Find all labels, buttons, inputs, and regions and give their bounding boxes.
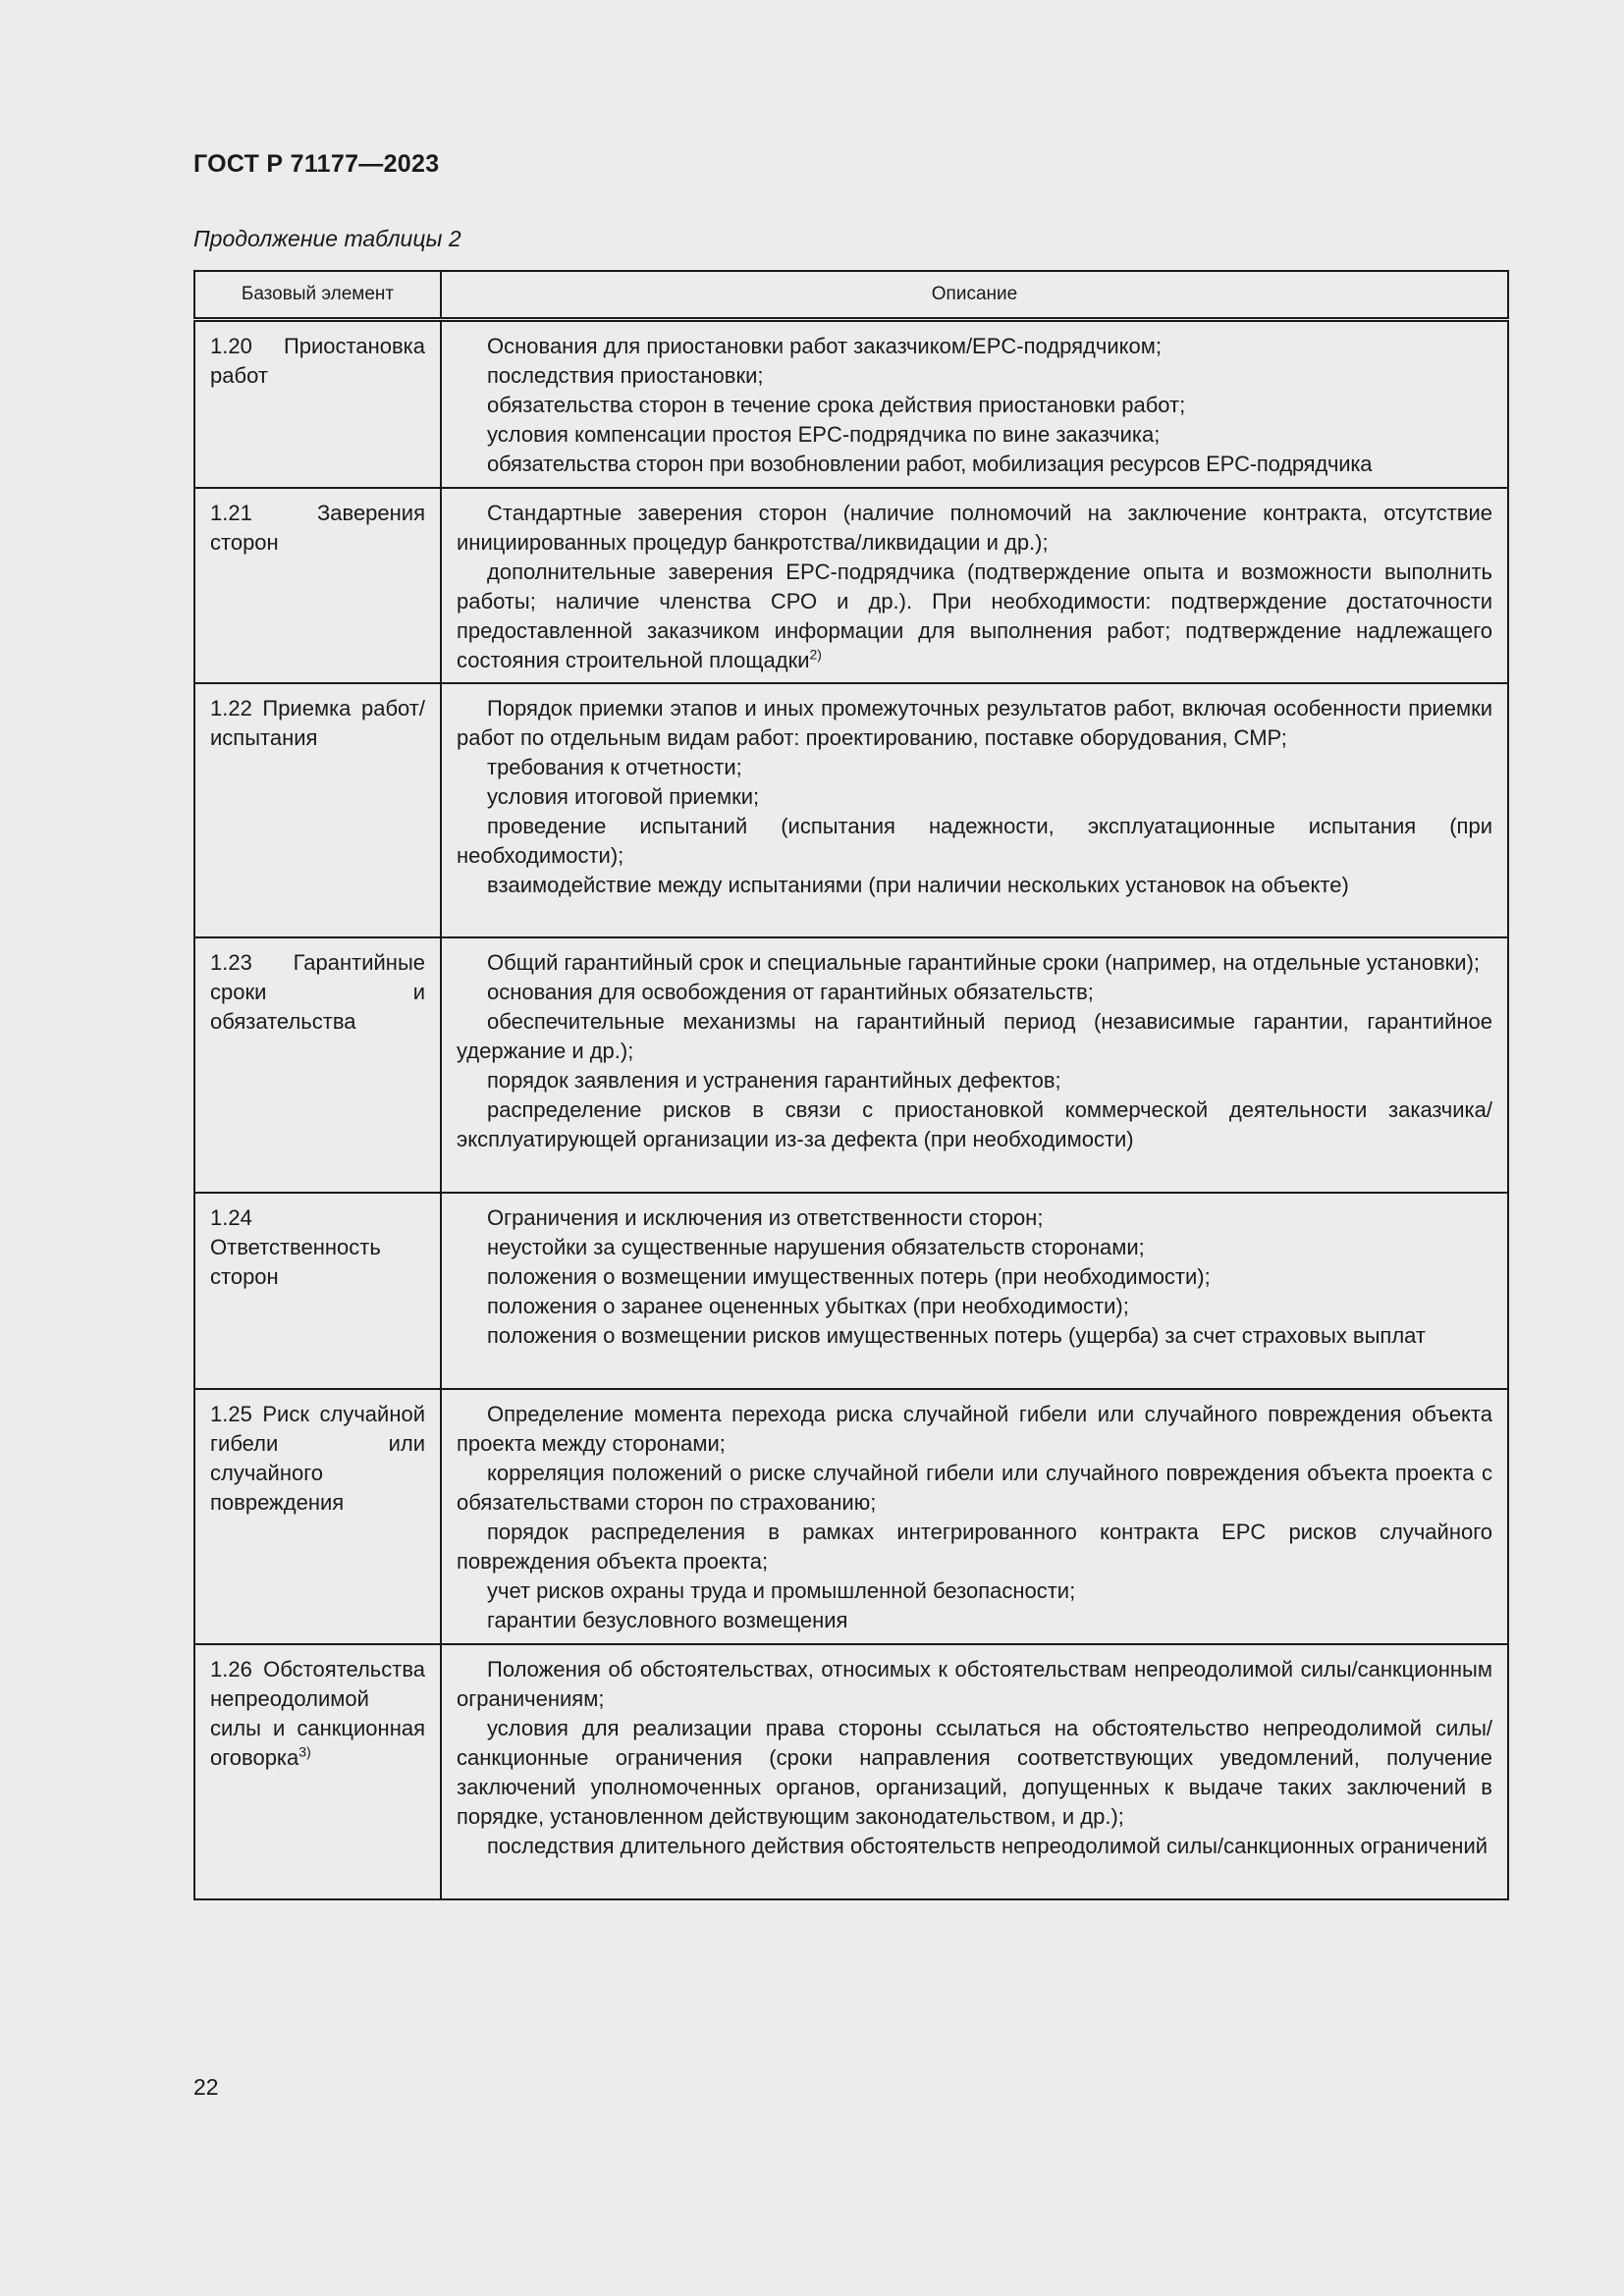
footnote-ref: 3) (298, 1743, 311, 1760)
description-paragraph: положения о заранее оцененных убытках (при необходимости); (487, 1293, 1129, 1318)
description-cell (441, 488, 1508, 683)
description-paragraph: Определение момента перехода риска случайной гибели или случайного повреждения объекта проекта между сторонами; (457, 1401, 1492, 1456)
description-paragraph: Общий гарантийный срок и специальные гарантийные сроки (например, на отдельные установки); (487, 949, 1481, 975)
description-paragraph: Основания для приостановки работ заказчиком/EPC-подрядчиком; (487, 334, 1162, 358)
page-number: 22 (193, 2074, 219, 2100)
description-paragraph: последствия приостановки; (487, 363, 764, 388)
description-cell (441, 1644, 1508, 1899)
description-paragraph: обязательства сторон в течение срока действия приостановки работ; (487, 393, 1186, 417)
description-paragraph: условия итоговой приемки; (487, 783, 760, 809)
description-paragraph: корреляция положений о риске случайной гибели или случайного повреждения объекта проекта с обязательствами сторон по страхованию; (457, 1460, 1492, 1515)
element-cell: 1.24 Ответственность сторон (194, 1193, 441, 1389)
document-title: ГОСТ Р 71177—2023 (193, 150, 440, 178)
description-paragraph: гарантии безусловного возмещения (487, 1607, 848, 1632)
description-text: дополнительные заверения EPC-подрядчика (подтверждение опыта и возможности выполнить работы; наличие членства СРО и др.). При необходимости: подтверждение достаточности предоставленной заказчиком информации для выполнения работ; подтверждение надлежащего состояния строительной площадки (457, 559, 1492, 672)
element-cell: 1.22 Приемка работ/испытания (194, 683, 441, 937)
description-cell (441, 937, 1508, 1193)
description-cell (441, 683, 1508, 937)
element-cell: 1.20 Приостановка работ (194, 320, 441, 488)
description-paragraph: обязательства сторон при возобновлении работ, мобилизация ресурсов EPC-подрядчика (487, 452, 1373, 476)
description-cell (441, 1389, 1508, 1644)
table-row (194, 1644, 1508, 1899)
table-row (194, 1389, 1508, 1644)
table-row (194, 937, 1508, 1193)
description-paragraph: Стандартные заверения сторон (наличие полномочий на заключение контракта, отсутствие инициированных процедур банкротства/ликвидации и др.); (457, 500, 1492, 555)
footnote-ref: 2) (809, 646, 822, 663)
description-paragraph: неустойки за существенные нарушения обязательств сторонами; (487, 1234, 1145, 1259)
description-paragraph: обеспечительные механизмы на гарантийный период (независимые гарантии, гарантийное удержание и др.); (457, 1008, 1492, 1063)
description-paragraph: условия компенсации простоя EPC-подрядчика по вине заказчика; (487, 422, 1161, 447)
description-paragraph (457, 558, 1492, 675)
description-cell (441, 320, 1508, 488)
description-paragraph: порядок распределения в рамках интегрированного контракта EPC рисков случайного повреждения объекта проекта; (457, 1519, 1492, 1574)
description-paragraph: условия для реализации права стороны ссылаться на обстоятельство непреодолимой силы/санкционные ограничения (сроки направления соответствующих уведомлений, получение заключений уполномоченных органов, организаций, допущенных к выдаче таких заключений в порядке, установленном действующим законодательством, и др.); (457, 1715, 1492, 1829)
element-cell: 1.23 Гарантийные сроки и обязательства (194, 937, 441, 1193)
column-header-element: Базовый элемент (194, 271, 441, 320)
description-paragraph: Положения об обстоятельствах, относимых к обстоятельствам непреодолимой силы/санкционным ограничениям; (457, 1656, 1492, 1711)
description-paragraph: требования к отчетности; (487, 754, 742, 779)
description-paragraph: порядок заявления и устранения гарантийных дефектов; (487, 1067, 1061, 1093)
description-paragraph: положения о возмещении рисков имущественных потерь (ущерба) за счет страховых выплат (487, 1322, 1426, 1348)
description-paragraph: основания для освобождения от гарантийных обязательств; (487, 979, 1094, 1004)
table-row (194, 488, 1508, 683)
description-paragraph: распределение рисков в связи с приостановкой коммерческой деятельности заказчика/эксплуатирующей организации из-за дефекта (при необходимости) (457, 1096, 1492, 1151)
table-row (194, 320, 1508, 488)
column-header-description: Описание (441, 271, 1508, 320)
element-cell: 1.25 Риск случайной гибели или случайного повреждения (194, 1389, 441, 1644)
description-paragraph: последствия длительного действия обстоятельств непреодолимой силы/санкционных ограничений (487, 1833, 1489, 1858)
element-cell (194, 1644, 441, 1899)
description-paragraph: проведение испытаний (испытания надежности, эксплуатационные испытания (при необходимости); (457, 813, 1492, 868)
description-paragraph: учет рисков охраны труда и промышленной безопасности; (487, 1577, 1076, 1603)
description-cell (441, 1193, 1508, 1389)
description-paragraph: Порядок приемки этапов и иных промежуточных результатов работ, включая особенности приемки работ по отдельным видам работ: проектированию, поставке оборудования, СМР; (457, 695, 1492, 750)
table-header-row (194, 271, 1508, 320)
table-row (194, 1193, 1508, 1389)
requirements-table (193, 270, 1509, 1900)
description-paragraph: Ограничения и исключения из ответственности сторон; (487, 1204, 1044, 1230)
description-paragraph: взаимодействие между испытаниями (при наличии нескольких установок на объекте) (487, 872, 1349, 897)
element-text: 1.26 Обстоятельства непреодолимой силы и санкционная оговорка (210, 1656, 425, 1770)
table-row (194, 683, 1508, 937)
element-cell: 1.21 Заверения сторон (194, 488, 441, 683)
description-paragraph: положения о возмещении имущественных потерь (при необходимости); (487, 1263, 1211, 1289)
table-caption: Продолжение таблицы 2 (193, 226, 461, 251)
